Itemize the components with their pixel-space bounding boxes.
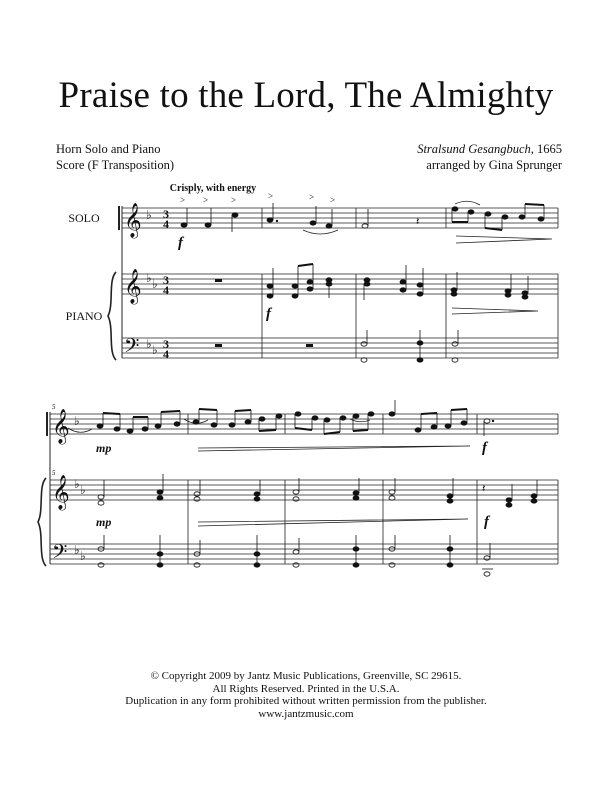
svg-text:5: 5	[52, 469, 56, 477]
piano-notes-sys2	[98, 474, 537, 576]
svg-text:♭: ♭	[152, 277, 158, 291]
svg-text:f: f	[178, 235, 183, 251]
time-signatures	[163, 207, 169, 361]
instrumentation-label: Horn Solo and Piano	[56, 142, 161, 156]
svg-text:>: >	[330, 195, 336, 205]
svg-text:>: >	[231, 195, 237, 205]
arranger-label: arranged by Gina Sprunger	[426, 158, 562, 172]
svg-text:mp: mp	[96, 515, 112, 529]
treble-clef-icon: 𝄞	[52, 476, 70, 509]
svg-text:3: 3	[163, 273, 169, 287]
svg-text:5: 5	[52, 403, 56, 411]
treble-clef-icon: 𝄞	[124, 204, 142, 237]
solo-staff-2	[50, 414, 558, 434]
duplication-notice: Duplication in any form prohibited without written permission from the publisher.	[125, 695, 487, 707]
score-type-label: Score (F Transposition)	[56, 158, 175, 172]
svg-text:♭: ♭	[74, 477, 80, 491]
piano-label: PIANO	[65, 309, 103, 323]
bass-clef-icon: 𝄢	[124, 336, 140, 362]
piano-bass-staff-1	[122, 338, 558, 358]
page-title: Praise to the Lord, The Almighty	[58, 75, 554, 116]
svg-text:♭: ♭	[80, 549, 86, 563]
rights-line: All Rights Reserved. Printed in the U.S.A.	[212, 682, 400, 695]
svg-text:>: >	[268, 191, 274, 201]
svg-text:f: f	[482, 440, 487, 456]
svg-text:♭: ♭	[80, 483, 86, 497]
publisher-website: www.jantzmusic.com	[258, 707, 354, 720]
piano-treble-staff-1	[122, 274, 558, 294]
svg-text:>: >	[203, 195, 209, 205]
svg-text:4: 4	[163, 283, 169, 297]
solo-label: SOLO	[68, 211, 100, 225]
source-label: Stralsund Gesangbuch,	[417, 142, 534, 156]
bass-clef-icon: 𝄢	[52, 542, 68, 568]
svg-text:4: 4	[163, 217, 169, 231]
svg-text:3: 3	[163, 207, 169, 221]
svg-text:♭: ♭	[146, 337, 152, 351]
decrescendo-hairpin	[452, 308, 538, 314]
svg-text:>: >	[180, 195, 186, 205]
tempo-marking: Crisply, with energy	[169, 183, 257, 194]
svg-text:♭: ♭	[152, 343, 158, 357]
svg-text:4: 4	[163, 347, 169, 361]
treble-clef-icon: 𝄞	[124, 270, 142, 303]
svg-text:mp: mp	[96, 441, 112, 455]
svg-text:3: 3	[163, 337, 169, 351]
decrescendo-hairpin	[456, 236, 552, 243]
key-signatures	[74, 208, 158, 563]
treble-clef-icon: 𝄞	[52, 410, 70, 443]
piano-bass-staff-2	[50, 544, 558, 564]
copyright-line: © Copyright 2009 by Jantz Music Publications, Greenville, SC 29615.	[150, 670, 462, 682]
source-year: 1665	[533, 142, 562, 156]
svg-text:𝄽: 𝄽	[416, 216, 420, 228]
svg-text:𝄽: 𝄽	[482, 483, 486, 495]
svg-text:>: >	[309, 192, 315, 202]
solo-notes-sys2	[97, 400, 494, 436]
svg-text:♭: ♭	[74, 414, 80, 428]
svg-text:f: f	[484, 514, 489, 530]
copyright-footer	[0, 670, 612, 720]
flat-icon: ♭	[146, 208, 152, 222]
clefs	[52, 203, 142, 568]
crescendo-hairpin	[198, 446, 470, 451]
svg-text:♭: ♭	[74, 543, 80, 557]
crescendo-hairpin	[198, 519, 468, 526]
svg-text:f: f	[266, 306, 271, 322]
svg-text:♭: ♭	[146, 271, 152, 285]
